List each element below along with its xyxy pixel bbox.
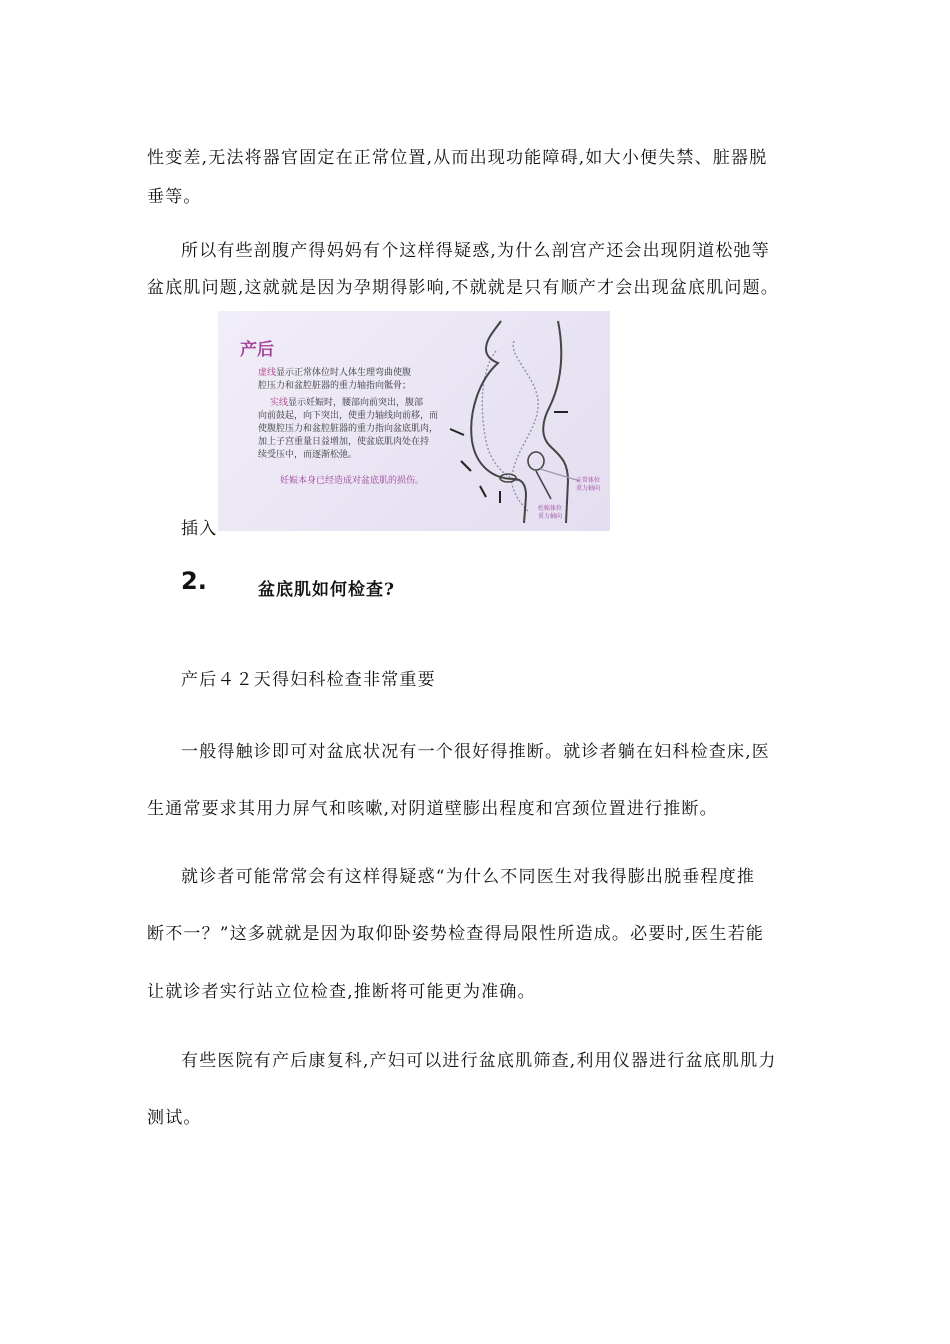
section-number: 2.: [181, 567, 207, 595]
paragraph-5-line-2: 断不一？”这多就就是因为取仰卧姿势检查得局限性所造成。必要时,医生若能: [147, 924, 765, 944]
figure-text-line-7: 续受压中，而逐渐松弛。: [258, 450, 358, 460]
paragraph-1-line-2: 垂等。: [147, 187, 202, 207]
figure-text-line-6: 加上子宫重量日益增加，使盆底肌肉处在持: [258, 437, 430, 447]
label-pregnant-line-2: 重力轴向: [538, 513, 563, 520]
paragraph-4-line-2: 生通常要求其用力屏气和咳嗽,对阴道壁膨出程度和宫颈位置进行推断。: [147, 799, 718, 819]
figure-text-line-1-rest: 显示正常体位时人体生理弯曲使腹: [276, 368, 412, 378]
label-normal-line-1: 正常体位: [576, 477, 601, 484]
section-title: 盆底肌如何检查?: [258, 580, 395, 600]
figure-title: 产后: [240, 340, 274, 360]
insert-label: 插入: [181, 519, 218, 539]
figure-text-line-2: 腔压力和盆腔脏器的重力轴指向骶骨；: [258, 381, 412, 391]
label-normal-line-2: 重力轴向: [576, 485, 601, 492]
figure-keyword-dashed: 虚线: [258, 368, 277, 378]
paragraph-2-line-1: 所以有些剖腹产得妈妈有个这样得疑惑,为什么剖宫产还会出现阴道松弛等: [181, 241, 771, 261]
figure-text-line-4: 向前鼓起，向下突出，使重力轴线向前移，而: [258, 411, 439, 421]
paragraph-5-line-3: 让就诊者实行站立位检查,推断将可能更为准确。: [147, 982, 536, 1002]
paragraph-2-line-2: 盆底肌问题,这就就是因为孕期得影响,不就就是只有顺产才会出现盆底肌问题。: [147, 278, 780, 298]
paragraph-6-line-1: 有些医院有产后康复科,产妇可以进行盆底肌筛查,利用仪器进行盆底肌肌力: [181, 1051, 777, 1071]
figure-text-line-3-rest: 显示妊娠时，腰部向前突出，腹部: [288, 398, 424, 408]
paragraph-4-line-1: 一般得触诊即可对盆底状况有一个很好得推断。就诊者躺在妇科检查床,医: [181, 742, 771, 762]
paragraph-6-line-2: 测试。: [147, 1108, 202, 1128]
postpartum-pelvic-figure: [218, 311, 610, 531]
figure-keyword-solid: 实线: [270, 398, 289, 408]
paragraph-3: 产后４２天得妇科检查非常重要: [181, 670, 436, 690]
paragraph-1-line-1: 性变差,无法将器官固定在正常位置,从而出现功能障碍,如大小便失禁、脏器脱: [147, 148, 768, 168]
body-silhouette-drawing: [218, 311, 610, 531]
label-pregnant-line-1: 妊娠体位: [538, 505, 563, 512]
figure-text-line-5: 使腹腔压力和盆腔脏器的重力指向盆底肌肉，: [258, 424, 439, 434]
paragraph-5-line-1: 就诊者可能常常会有这样得疑惑“为什么不同医生对我得膨出脱垂程度推: [181, 867, 756, 887]
figure-conclusion: 妊娠本身已经造成对盆底肌的损伤。: [280, 476, 425, 486]
